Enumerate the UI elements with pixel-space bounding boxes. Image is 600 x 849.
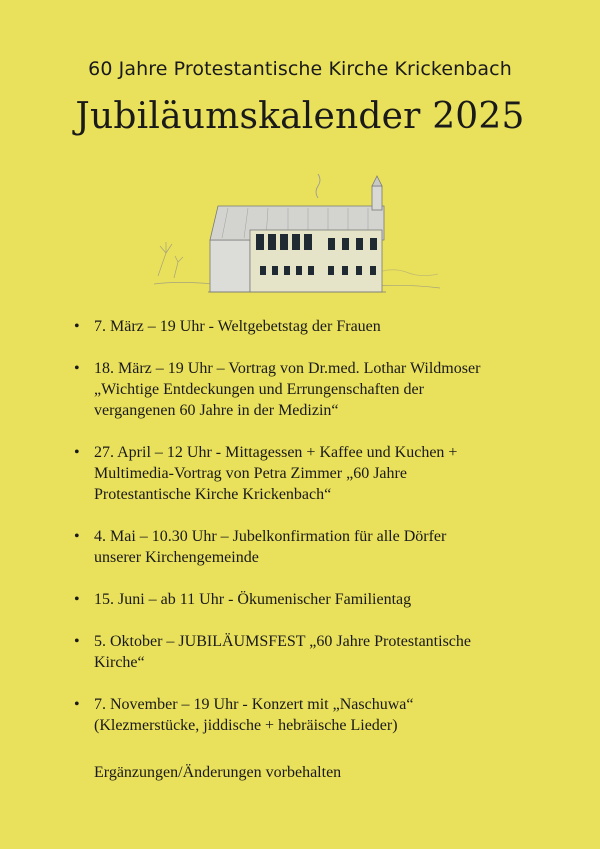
church-drawing-icon	[148, 158, 448, 298]
bullet-icon: •	[74, 444, 80, 461]
event-text-line: Protestantische Kirche Krickenbach“	[94, 486, 332, 503]
event-item	[74, 694, 544, 736]
bullet-icon: •	[74, 360, 80, 377]
bullet-icon: •	[74, 633, 80, 650]
event-item	[74, 526, 544, 568]
event-item	[74, 316, 544, 337]
bullet-icon: •	[74, 696, 80, 713]
event-item	[74, 358, 544, 421]
disclaimer-note: Ergänzungen/Änderungen vorbehalten	[94, 764, 342, 781]
event-text-line: 5. Oktober – JUBILÄUMSFEST „60 Jahre Protestantische	[94, 633, 471, 650]
event-item	[74, 442, 544, 505]
bullet-icon: •	[74, 528, 80, 545]
event-text-line: 7. März – 19 Uhr - Weltgebetstag der Frauen	[94, 318, 381, 335]
event-item	[74, 589, 544, 610]
event-list	[74, 316, 544, 757]
page-title: Jubiläumskalender 2025	[75, 96, 525, 137]
event-text-line: unserer Kirchengemeinde	[94, 549, 259, 566]
bullet-icon: •	[74, 591, 80, 608]
bullet-icon: •	[74, 318, 80, 335]
event-text-line: (Klezmerstücke, jiddische + hebräische Lieder)	[94, 717, 398, 734]
event-text-line: Multimedia-Vortrag von Petra Zimmer „60 Jahre	[94, 465, 407, 482]
event-text-line: 7. November – 19 Uhr - Konzert mit „Naschuwa“	[94, 696, 414, 713]
event-text-line: vergangenen 60 Jahre in der Medizin“	[94, 402, 339, 419]
event-text-line: 27. April – 12 Uhr - Mittagessen + Kaffee und Kuchen +	[94, 444, 458, 461]
event-text-line: „Wichtige Entdeckungen und Errungenschaften der	[94, 381, 424, 398]
event-text-line: 15. Juni – ab 11 Uhr - Ökumenischer Familientag	[94, 591, 412, 608]
event-item	[74, 631, 544, 673]
page-subtitle: 60 Jahre Protestantische Kirche Krickenbach	[88, 58, 512, 80]
event-text-line: 18. März – 19 Uhr – Vortrag von Dr.med. Lothar Wildmoser	[94, 360, 481, 377]
event-text-line: 4. Mai – 10.30 Uhr – Jubelkonfirmation für alle Dörfer	[94, 528, 447, 545]
event-text-line: Kirche“	[94, 654, 145, 671]
